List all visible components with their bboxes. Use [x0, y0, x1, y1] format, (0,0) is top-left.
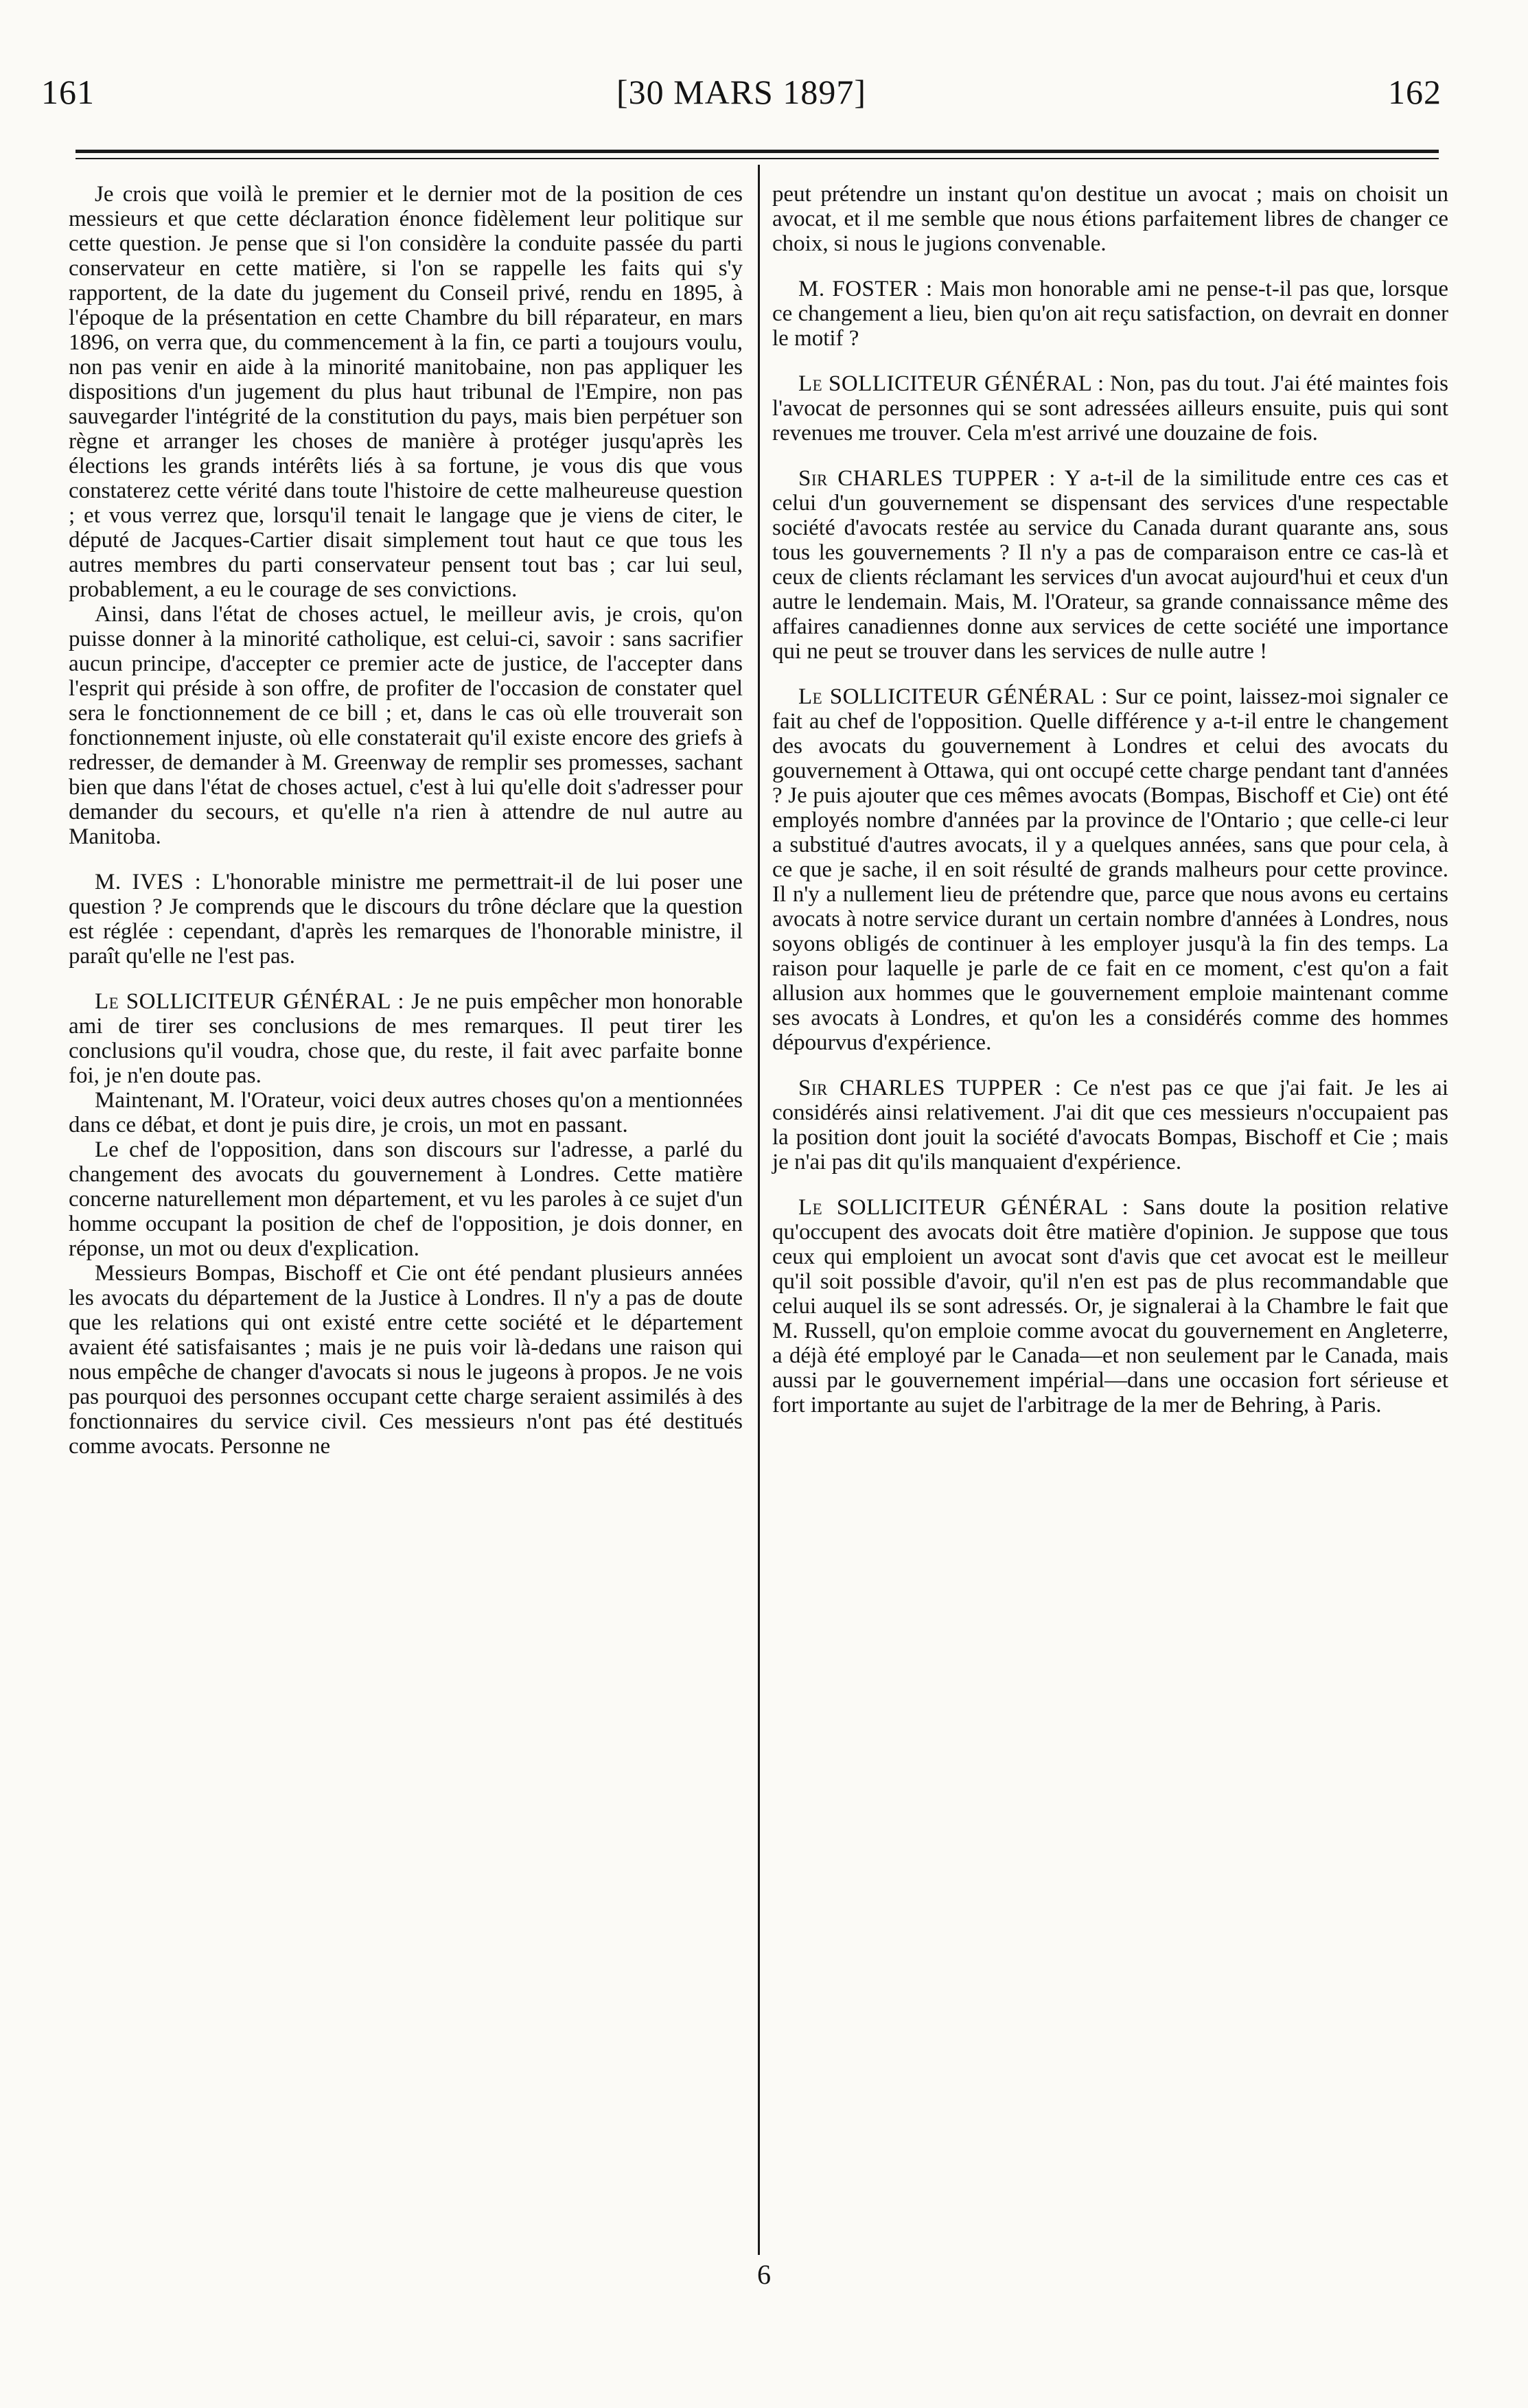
speaker-name: Le SOLLICITEUR GÉNÉRAL : [798, 371, 1104, 396]
column-divider [758, 165, 760, 2255]
signature-mark: 6 [757, 2259, 771, 2290]
left-paragraph-5: Le chef de l'opposition, dans son discours sur l'adresse, a parlé du changement des avocats du gouvernement à Londres. Cette matière concerne naturellement mon département, et vu les paroles à ce sujet d'un homme occupant la position de chef de l'opposition, je dois donner, en réponse, un mot ou deux d'explication. [69, 1137, 743, 1261]
page-date: [30 MARS 1897] [616, 73, 867, 111]
right-paragraph-3: Sir CHARLES TUPPER : Y a-t-il de la similitude entre ces cas et celui d'un gouvernement se dispensant des services d'une respectable société d'avocats restée au service du Canada durant quarante ans, sous tous les gouvernements ? Il n'y a pas de comparaison entre ce cas-là et ceux de clients réclamant les services d'un avocat aujourd'hui et ceux d'un autre le lendemain. Mais, M. l'Orateur, sa grande connaissance même des affaires canadiennes donne aux services de cette société une importance qui ne peut se trouver dans les services de nulle autre ! [772, 466, 1448, 664]
right-paragraph-0: peut prétendre un instant qu'on destitue un avocat ; mais on choisit un avocat, et il me semble que nous étions parfaitement libres de changer ce choix, si nous le jugions convenable. [772, 182, 1448, 256]
speaker-name: Le SOLLICITEUR GÉNÉRAL : [798, 1195, 1129, 1220]
header-rule-thick [76, 150, 1439, 153]
right-paragraph-4: Le SOLLICITEUR GÉNÉRAL : Sur ce point, laissez-moi signaler ce fait au chef de l'opposition. Quelle différence y a-t-il entre le changement des avocats du gouvernement à Londres et celui des avocats du gouvernement à Ottawa, qui ont occupé cette charge pendant tant d'années ? Je puis ajouter que ces mêmes avocats (Bompas, Bischoff et Cie) ont été employés nombre d'années par la province de l'Ontario ; que celle-ci leur a substitué d'autres avocats, il y a quelques années, sans que pour cela, à ce que je sache, il en soit résulté de grands malheurs pour cette province. Il n'y a nullement lieu de prétendre que, parce que nous avons eu certains avocats à notre service durant un certain nombre d'années à Londres, nous soyons obligés de continuer à les employer jusqu'à la fin des temps. La raison pour laquelle je parle de ce fait en ce moment, c'est qu'on a fait allusion aux hommes que le gouvernement emploie maintenant comme ses avocats à Londres, et qu'on les a considérés comme des hommes dépourvus d'expérience. [772, 684, 1448, 1055]
page-number-left: 161 [41, 73, 95, 111]
left-paragraph-1: Ainsi, dans l'état de choses actuel, le meilleur avis, je crois, qu'on puisse donner à la minorité catholique, est celui-ci, savoir : sans sacrifier aucun principe, d'accepter ce premier acte de justice, de l'accepter dans l'esprit qui préside à son offre, de profiter de l'occasion de constater quel sera le fonctionnement de ce bill ; et, dans le cas où elle trouverait son fonctionnement injuste, où elle constaterait qu'il existe encore des griefs à redresser, de demander à M. Greenway de remplir ses promesses, sachant bien que dans l'état de choses actuel, c'est à lui qu'elle doit s'adresser pour demander du secours, et qu'elle n'a rien à attendre de nul autre au Manitoba. [69, 602, 743, 849]
page-header [41, 72, 1442, 127]
left-paragraph-0: Je crois que voilà le premier et le dernier mot de la position de ces messieurs et que cette déclaration énonce fidèlement leur politique sur cette question. Je pense que si l'on considère la conduite passée du parti conservateur en cette matière, si l'on se rappelle les faits qui s'y rapportent, de la date du jugement du Conseil privé, rendu en 1895, à l'époque de la présentation en cette Chambre du bill réparateur, en mars 1896, on verra que, du commencement à la fin, ce parti a toujours voulu, non pas venir en aide à la minorité manitobaine, non pas appliquer les dispositions d'un jugement du plus haut tribunal de l'Empire, non pas sauvegarder l'intégrité de la constitution du pays, mais bien perpétuer son règne et arranger les choses de manière à protéger jusqu'après les élections les grands intérêts liés à sa fortune, je vous dis que vous constaterez cette vérité dans toute l'histoire de cette malheureuse question ; et vous verrez que, lorsqu'il tenait le langage que je viens de citer, le député de Jacques-Cartier disait simplement tout haut ce que tous les autres membres du parti conservateur pensent tout bas ; car lui seul, probablement, a eu le courage de ses convictions. [69, 182, 743, 602]
right-paragraph-1: M. FOSTER : Mais mon honorable ami ne pense-t-il pas que, lorsque ce changement a lieu, bien qu'on ait reçu satisfaction, on devrait en donner le motif ? [772, 277, 1449, 351]
speaker-name: M. FOSTER : [798, 277, 933, 301]
right-paragraph-2: Le SOLLICITEUR GÉNÉRAL : Non, pas du tout. J'ai été maintes fois l'avocat de personnes qui se sont adressées ailleurs ensuite, puis qui sont revenues me trouver. Cela m'est arrivé une douzaine de fois. [772, 371, 1449, 445]
speaker-name: Le SOLLICITEUR GÉNÉRAL : [95, 989, 405, 1014]
page-number-right: 162 [1388, 73, 1442, 111]
left-paragraph-2: M. IVES : L'honorable ministre me permettrait-il de lui poser une question ? Je comprends que le discours du trône déclare que la question est réglée : cependant, d'après les remarques de l'honorable ministre, il paraît qu'elle ne l'est pas. [69, 870, 743, 969]
right-paragraph-6: Le SOLLICITEUR GÉNÉRAL : Sans doute la position relative qu'occupent des avocats doit être matière d'opinion. Je suppose que tous ceux qui emploient un avocat sont d'avis que cet avocat est le meilleur qu'il soit possible d'avoir, qu'il n'en est pas de plus recommandable que celui auquel ils se sont adressés. Or, je signalerai à la Chambre le fait que M. Russell, qu'on emploie comme avocat du gouvernement en Angleterre, a déjà été employé par le Canada—et non seulement par le Canada, mais aussi par le gouvernement impérial—dans une occasion fort sérieuse et fort importante au sujet de l'arbitrage de la mer de Behring, à Paris. [772, 1195, 1448, 1417]
speaker-name: Le SOLLICITEUR GÉNÉRAL : [798, 684, 1109, 709]
speaker-name: Sir CHARLES TUPPER : [798, 466, 1056, 491]
speaker-name: Sir CHARLES TUPPER : [798, 1076, 1062, 1100]
left-column [69, 182, 743, 1459]
left-paragraph-6: Messieurs Bompas, Bischoff et Cie ont été pendant plusieurs années les avocats du département de la Justice à Londres. Il n'y a pas de doute que les relations qui ont existé entre cette société et le département avaient été satisfaisantes ; mais je ne puis voir là-dedans une raison qui nous empêche de changer d'avocats si nous le jugeons à propos. Je ne vois pas pourquoi des personnes occupant cette charge seraient assimilés à des fonctionnaires du service civil. Ces messieurs n'ont pas été destitués comme avocats. Personne ne [69, 1261, 743, 1459]
right-column [772, 182, 1448, 1417]
left-paragraph-4: Maintenant, M. l'Orateur, voici deux autres choses qu'on a mentionnées dans ce débat, et dont je puis dire, je crois, un mot en passant. [69, 1088, 743, 1137]
left-paragraph-3: Le SOLLICITEUR GÉNÉRAL : Je ne puis empêcher mon honorable ami de tirer ses conclusions de mes remarques. Il peut tirer les conclusions qu'il voudra, chose que, du reste, il fait avec parfaite bonne foi, je n'en doute pas. [69, 989, 743, 1088]
header-rule-thin [76, 158, 1439, 159]
right-paragraph-5: Sir CHARLES TUPPER : Ce n'est pas ce que j'ai fait. Je les ai considérés ainsi relativement. J'ai dit que ces messieurs n'occupaient pas la position dont jouit la société d'avocats Bompas, Bischoff et Cie ; mais je n'ai pas dit qu'ils manquaient d'expérience. [772, 1076, 1449, 1174]
speaker-name: M. IVES : [95, 870, 202, 894]
